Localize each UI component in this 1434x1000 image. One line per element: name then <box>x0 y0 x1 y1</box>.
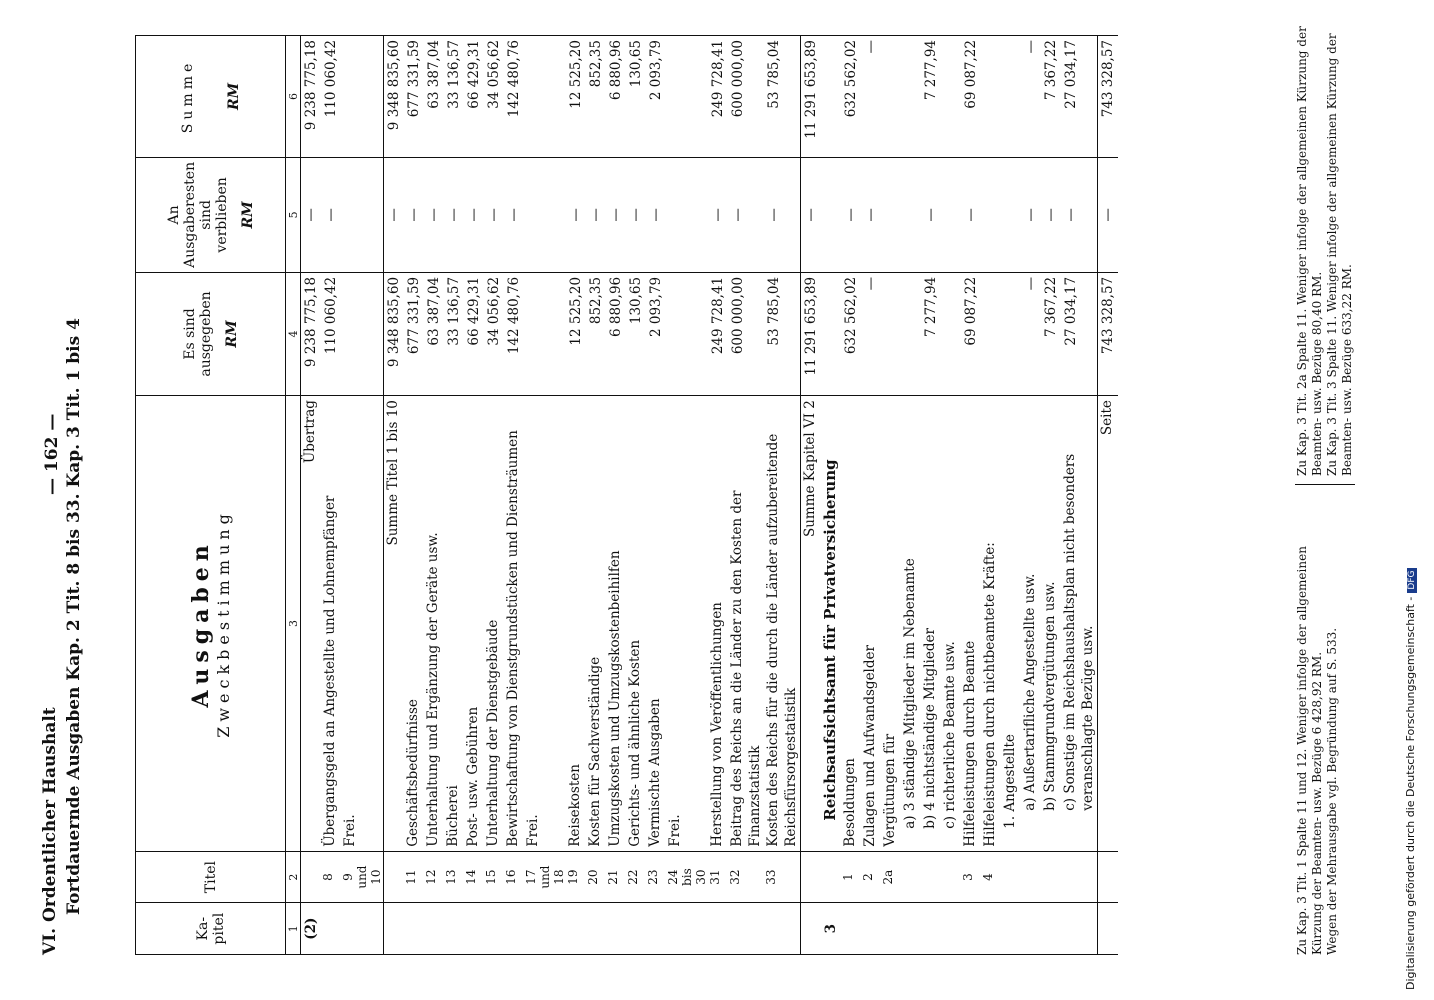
cell-zweck: Kosten für Sachverständige <box>586 396 606 852</box>
header-ausgegeben: Es sind ausgegeben RM <box>136 272 286 395</box>
cell-ausgegeben <box>981 272 1001 395</box>
table-row <box>881 36 901 955</box>
cell-ausgegeben: 12 525,20 <box>566 272 586 395</box>
footnote-right-2: Zu Kap. 3 Tit. 3 Spalte 11. Weniger infolge der allgemeinen Kürzung der Beamten- usw. Bezüge 633,22 RM. <box>1325 33 1354 476</box>
cell-titel: 2 <box>861 851 881 903</box>
footnote-left <box>1295 505 1340 955</box>
table-row <box>404 36 424 955</box>
cell-ausgegeben: 27 034,17 <box>1061 272 1098 395</box>
cell-kapitel <box>881 903 901 955</box>
cell-summe: 69 087,22 <box>961 36 981 158</box>
cell-ausgegeben: 11 291 653,89 <box>801 272 822 395</box>
cell-reste: — <box>861 157 881 272</box>
cell-ausgegeben <box>524 272 566 395</box>
cell-kapitel <box>524 903 566 955</box>
table-row <box>444 36 464 955</box>
cell-titel: 20 <box>586 851 606 903</box>
cell-reste: — <box>728 157 764 272</box>
colnum-3: 3 <box>286 396 301 852</box>
cell-reste: — <box>1021 157 1041 272</box>
cell-reste: — <box>841 157 861 272</box>
cell-titel: 12 <box>424 851 444 903</box>
cell-zweck: b) Stammgrundvergütungen usw. <box>1041 396 1061 852</box>
cell-summe: 53 785,04 <box>764 36 801 158</box>
cell-zweck: Unterhaltung der Dienstgebäude <box>484 396 504 852</box>
cell-kapitel <box>1098 903 1119 955</box>
header-titel: Titel <box>136 851 286 903</box>
cell-titel <box>801 851 822 903</box>
table-row <box>504 36 524 955</box>
cell-titel: 32 <box>728 851 764 903</box>
page <box>40 25 1370 955</box>
cell-reste: — <box>801 157 822 272</box>
cell-reste: — <box>646 157 666 272</box>
footnote-right <box>1295 26 1355 485</box>
cell-ausgegeben: 677 331,59 <box>404 272 424 395</box>
cell-summe: 2 093,79 <box>646 36 666 158</box>
cell-ausgegeben: 66 429,31 <box>464 272 484 395</box>
cell-ausgegeben: 249 728,41 <box>708 272 728 395</box>
cell-kapitel <box>384 903 405 955</box>
cell-reste: — <box>424 157 444 272</box>
cell-ausgegeben <box>901 272 921 395</box>
page-subtitle: Fortdauernde Ausgaben Kap. 2 Tit. 8 bis 33. Kap. 3 Tit. 1 bis 4 <box>64 318 84 915</box>
table-row <box>626 36 646 955</box>
table-row <box>728 36 764 955</box>
cell-zweck: Hilfeleistungen durch nichtbeamtete Kräfte: <box>981 396 1001 852</box>
cell-titel: 4 <box>981 851 1001 903</box>
cell-zweck: Seite <box>1098 396 1119 852</box>
cell-titel: 2a <box>881 851 901 903</box>
cell-reste: — <box>921 157 941 272</box>
cell-titel: 16 <box>504 851 524 903</box>
table-row <box>321 36 341 955</box>
cell-titel <box>384 851 405 903</box>
cell-titel: 8 <box>321 851 341 903</box>
cell-titel: 3 <box>961 851 981 903</box>
cell-kapitel <box>961 903 981 955</box>
cell-summe: 142 480,76 <box>504 36 524 158</box>
cell-zweck: Frei. <box>524 396 566 852</box>
cell-ausgegeben: 632 562,02 <box>841 272 861 395</box>
cell-titel: 23 <box>646 851 666 903</box>
table-row <box>524 36 566 955</box>
cell-summe: 677 331,59 <box>404 36 424 158</box>
cell-kapitel <box>606 903 626 955</box>
cell-titel <box>1021 851 1041 903</box>
cell-ausgegeben <box>941 272 961 395</box>
cell-ausgegeben <box>666 272 708 395</box>
cell-summe <box>981 36 1001 158</box>
cell-summe: 66 429,31 <box>464 36 484 158</box>
cell-zweck: Frei. <box>341 396 384 852</box>
cell-kapitel <box>464 903 484 955</box>
cell-reste: — <box>566 157 586 272</box>
cell-reste: — <box>384 157 405 272</box>
footnote-left-2: Wegen der Mehrausgabe vgl. Begründung auf S. 533. <box>1325 627 1339 955</box>
cell-summe: — <box>861 36 881 158</box>
cell-zweck: Kosten des Reichs für die durch die Länder aufzubereitende Reichsfürsorgestatistik <box>764 396 801 852</box>
table-row <box>1098 36 1119 955</box>
cell-summe: 632 562,02 <box>841 36 861 158</box>
cell-reste: — <box>606 157 626 272</box>
cell-kapitel <box>566 903 586 955</box>
cell-zweck: Geschäftsbedürfnisse <box>404 396 424 852</box>
cell-kapitel <box>1061 903 1098 955</box>
cell-titel <box>901 851 921 903</box>
budget-table <box>135 35 1118 955</box>
cell-reste: — <box>586 157 606 272</box>
cell-reste: — <box>1098 157 1119 272</box>
header-ausgaben: Ausgaben Zweckbestimmung <box>136 396 286 852</box>
cell-summe: 743 328,57 <box>1098 36 1119 158</box>
cell-summe: 33 136,57 <box>444 36 464 158</box>
cell-zweck: Beitrag des Reichs an die Länder zu den Kosten der Finanzstatistik <box>728 396 764 852</box>
cell-titel: 19 <box>566 851 586 903</box>
cell-titel <box>921 851 941 903</box>
cell-titel <box>821 851 841 903</box>
cell-zweck: Unterhaltung und Ergänzung der Geräte usw. <box>424 396 444 852</box>
table-row <box>901 36 921 955</box>
cell-titel <box>1098 851 1119 903</box>
cell-zweck: c) Sonstige im Reichshaushaltsplan nicht besonders veranschlagte Bezüge usw. <box>1061 396 1098 852</box>
cell-summe: 11 291 653,89 <box>801 36 822 158</box>
cell-kapitel <box>1021 903 1041 955</box>
cell-titel: 9 und 10 <box>341 851 384 903</box>
cell-kapitel <box>646 903 666 955</box>
cell-summe <box>524 36 566 158</box>
cell-ausgegeben: — <box>861 272 881 395</box>
cell-ausgegeben: 142 480,76 <box>504 272 524 395</box>
cell-reste <box>1001 157 1021 272</box>
cell-kapitel <box>728 903 764 955</box>
table-row <box>1061 36 1098 955</box>
cell-ausgegeben: 600 000,00 <box>728 272 764 395</box>
cell-reste: — <box>321 157 341 272</box>
colnum-1: 1 <box>286 903 301 955</box>
cell-kapitel <box>921 903 941 955</box>
cell-zweck: Besoldungen <box>841 396 861 852</box>
cell-ausgegeben: 130,65 <box>626 272 646 395</box>
cell-titel: 21 <box>606 851 626 903</box>
cell-ausgegeben: — <box>1021 272 1041 395</box>
cell-ausgegeben: 9 238 775,18 <box>301 272 322 395</box>
cell-kapitel <box>801 903 822 955</box>
cell-summe <box>821 36 841 158</box>
table-row <box>666 36 708 955</box>
cell-kapitel <box>341 903 384 955</box>
cell-reste: — <box>464 157 484 272</box>
cell-kapitel <box>981 903 1001 955</box>
header-kapitel: Ka- pitel <box>136 903 286 955</box>
section-title: VI. Ordentlicher Haushalt <box>40 707 60 955</box>
cell-ausgegeben <box>881 272 901 395</box>
digitization-text: Digitalisierung gefördert durch die Deutsche Forschungsgemeinschaft - <box>1404 596 1417 990</box>
cell-reste <box>981 157 1001 272</box>
cell-ausgegeben: 743 328,57 <box>1098 272 1119 395</box>
table-row <box>484 36 504 955</box>
cell-zweck: a) Außertarifliche Angestellte usw. <box>1021 396 1041 852</box>
cell-titel: 15 <box>484 851 504 903</box>
cell-summe <box>941 36 961 158</box>
cell-reste: — <box>444 157 464 272</box>
colnum-5: 5 <box>286 157 301 272</box>
cell-reste <box>341 157 384 272</box>
cell-reste: — <box>1061 157 1098 272</box>
cell-summe <box>341 36 384 158</box>
cell-summe <box>901 36 921 158</box>
colnum-2: 2 <box>286 851 301 903</box>
cell-zweck: Post- usw. Gebühren <box>464 396 484 852</box>
cell-zweck: Zulagen und Aufwandsgelder <box>861 396 881 852</box>
cell-summe: 6 880,96 <box>606 36 626 158</box>
cell-reste <box>821 157 841 272</box>
table-row <box>764 36 801 955</box>
cell-ausgegeben <box>1001 272 1021 395</box>
table-row <box>941 36 961 955</box>
cell-reste <box>941 157 961 272</box>
cell-zweck: a) 3 ständige Mitglieder im Nebenamte <box>901 396 921 852</box>
cell-zweck: Frei. <box>666 396 708 852</box>
table-row <box>424 36 444 955</box>
cell-zweck: Bücherei <box>444 396 464 852</box>
table-row <box>981 36 1001 955</box>
cell-ausgegeben <box>821 272 841 395</box>
cell-kapitel <box>444 903 464 955</box>
cell-reste: — <box>708 157 728 272</box>
header-summe: Summe RM <box>136 36 286 158</box>
cell-zweck: Übergangsgeld an Angestellte und Lohnempfänger <box>321 396 341 852</box>
dfg-logo: DFG <box>1407 568 1417 593</box>
cell-zweck: Summe Kapitel VI 2 <box>801 396 822 852</box>
cell-summe: 7 277,94 <box>921 36 941 158</box>
table-row <box>841 36 861 955</box>
cell-ausgegeben: 110 060,42 <box>321 272 341 395</box>
table-row <box>861 36 881 955</box>
cell-titel: 17 und 18 <box>524 851 566 903</box>
cell-summe: 9 238 775,18 <box>301 36 322 158</box>
cell-kapitel <box>1041 903 1061 955</box>
cell-ausgegeben: 7 277,94 <box>921 272 941 395</box>
cell-titel: 14 <box>464 851 484 903</box>
cell-summe <box>881 36 901 158</box>
cell-summe: 110 060,42 <box>321 36 341 158</box>
cell-kapitel: (2) <box>301 903 322 955</box>
cell-kapitel <box>941 903 961 955</box>
cell-titel: 31 <box>708 851 728 903</box>
cell-titel: 22 <box>626 851 646 903</box>
footnote-left-1: Zu Kap. 3 Tit. 1 Spalte 11 und 12. Weniger infolge der allgemeinen Kürzung der Beamten- usw. Bezüge 6 428,92 RM. <box>1295 546 1324 955</box>
cell-reste: — <box>961 157 981 272</box>
cell-reste: — <box>504 157 524 272</box>
cell-summe: 852,35 <box>586 36 606 158</box>
cell-titel <box>941 851 961 903</box>
cell-summe <box>1001 36 1021 158</box>
cell-reste: — <box>1041 157 1061 272</box>
cell-ausgegeben: 7 367,22 <box>1041 272 1061 395</box>
cell-zweck: Vermischte Ausgaben <box>646 396 666 852</box>
cell-reste: — <box>764 157 801 272</box>
cell-titel <box>301 851 322 903</box>
page-number: — 162 — <box>42 413 62 495</box>
cell-kapitel <box>1001 903 1021 955</box>
cell-ausgegeben: 33 136,57 <box>444 272 464 395</box>
table-body <box>301 36 1119 955</box>
cell-summe: 63 387,04 <box>424 36 444 158</box>
cell-zweck: Vergütungen für <box>881 396 901 852</box>
cell-titel <box>1001 851 1021 903</box>
cell-zweck: Herstellung von Veröffentlichungen <box>708 396 728 852</box>
table-row <box>961 36 981 955</box>
cell-titel: 33 <box>764 851 801 903</box>
cell-titel <box>1041 851 1061 903</box>
cell-kapitel <box>708 903 728 955</box>
cell-kapitel <box>626 903 646 955</box>
cell-ausgegeben: 34 056,62 <box>484 272 504 395</box>
cell-summe: 7 367,22 <box>1041 36 1061 158</box>
cell-zweck: 1. Angestellte <box>1001 396 1021 852</box>
cell-reste: — <box>626 157 646 272</box>
cell-ausgegeben: 2 093,79 <box>646 272 666 395</box>
cell-kapitel <box>484 903 504 955</box>
cell-zweck: Reichsaufsichtsamt für Privatversicherung <box>821 396 841 852</box>
cell-kapitel <box>901 903 921 955</box>
cell-zweck: Übertrag <box>301 396 322 852</box>
cell-zweck: Reisekosten <box>566 396 586 852</box>
cell-kapitel: 3 <box>821 903 841 955</box>
table-row <box>708 36 728 955</box>
cell-kapitel <box>321 903 341 955</box>
cell-zweck: b) 4 nichtständige Mitglieder <box>921 396 941 852</box>
digitization-note <box>1404 568 1417 990</box>
cell-titel: 13 <box>444 851 464 903</box>
cell-reste <box>666 157 708 272</box>
table-row <box>341 36 384 955</box>
table-row <box>821 36 841 955</box>
cell-reste: — <box>484 157 504 272</box>
table-row <box>301 36 322 955</box>
cell-kapitel <box>666 903 708 955</box>
cell-titel: 1 <box>841 851 861 903</box>
cell-kapitel <box>504 903 524 955</box>
cell-summe: 9 348 835,60 <box>384 36 405 158</box>
cell-summe: 130,65 <box>626 36 646 158</box>
cell-zweck: c) richterliche Beamte usw. <box>941 396 961 852</box>
table-row <box>801 36 822 955</box>
table-row <box>1041 36 1061 955</box>
table-row <box>646 36 666 955</box>
cell-zweck: Summe Titel 1 bis 10 <box>384 396 405 852</box>
cell-summe: 249 728,41 <box>708 36 728 158</box>
cell-zweck: Gerichts- und ähnliche Kosten <box>626 396 646 852</box>
cell-kapitel <box>841 903 861 955</box>
table-row <box>566 36 586 955</box>
cell-summe: 27 034,17 <box>1061 36 1098 158</box>
cell-zweck: Umzugskosten und Umzugskostenbeihilfen <box>606 396 626 852</box>
cell-zweck: Hilfeleistungen durch Beamte <box>961 396 981 852</box>
cell-reste: — <box>404 157 424 272</box>
cell-ausgegeben: 63 387,04 <box>424 272 444 395</box>
cell-kapitel <box>586 903 606 955</box>
cell-titel: 24 bis 30 <box>666 851 708 903</box>
table-row <box>921 36 941 955</box>
table-row <box>1021 36 1041 955</box>
table-row <box>464 36 484 955</box>
table-row <box>606 36 626 955</box>
table-row <box>1001 36 1021 955</box>
cell-ausgegeben <box>341 272 384 395</box>
header-reste: An Ausgaberesten sind verblieben RM <box>136 157 286 272</box>
cell-reste <box>881 157 901 272</box>
cell-ausgegeben: 53 785,04 <box>764 272 801 395</box>
table-row <box>384 36 405 955</box>
cell-reste <box>524 157 566 272</box>
cell-ausgegeben: 6 880,96 <box>606 272 626 395</box>
colnum-6: 6 <box>286 36 301 158</box>
cell-reste: — <box>301 157 322 272</box>
cell-ausgegeben: 852,35 <box>586 272 606 395</box>
cell-summe: 34 056,62 <box>484 36 504 158</box>
cell-kapitel <box>404 903 424 955</box>
cell-zweck: Bewirtschaftung von Dienstgrundstücken und Diensträumen <box>504 396 524 852</box>
table-row <box>586 36 606 955</box>
cell-kapitel <box>764 903 801 955</box>
cell-ausgegeben: 69 087,22 <box>961 272 981 395</box>
colnum-4: 4 <box>286 272 301 395</box>
cell-titel <box>1061 851 1098 903</box>
cell-titel: 11 <box>404 851 424 903</box>
cell-ausgegeben: 9 348 835,60 <box>384 272 405 395</box>
footnote-right-1: Zu Kap. 3 Tit. 2a Spalte 11. Weniger infolge der allgemeinen Kürzung der Beamten- usw. Bezüge 80,40 RM. <box>1295 26 1324 476</box>
cell-kapitel <box>861 903 881 955</box>
cell-reste <box>901 157 921 272</box>
cell-summe: — <box>1021 36 1041 158</box>
cell-summe: 12 525,20 <box>566 36 586 158</box>
cell-summe: 600 000,00 <box>728 36 764 158</box>
cell-summe <box>666 36 708 158</box>
cell-kapitel <box>424 903 444 955</box>
